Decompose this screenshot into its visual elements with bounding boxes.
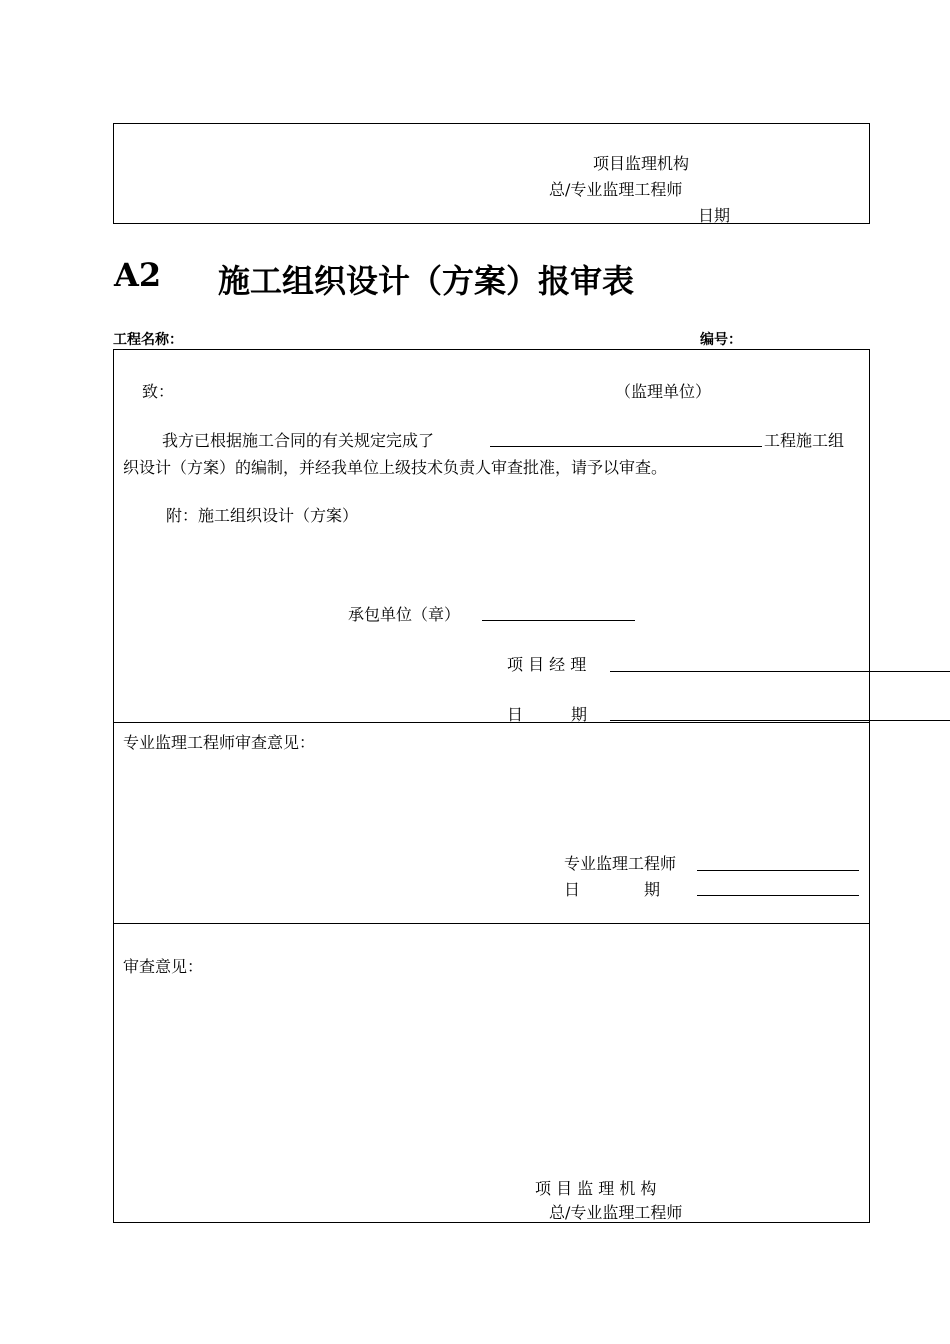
section1-date-label: 日 期 xyxy=(507,705,588,724)
form-code: A2 xyxy=(114,256,162,294)
main-form-table xyxy=(113,349,870,1223)
contractor-label: 承包单位（章） xyxy=(348,605,461,624)
body-prefix: 我方已根据施工合同的有关规定完成了 xyxy=(162,431,435,450)
top-engineer-label: 总/专业监理工程师 xyxy=(549,180,683,199)
section2-heading: 专业监理工程师审查意见： xyxy=(123,733,316,752)
contractor-blank[interactable] xyxy=(482,620,635,621)
section2-engineer-blank[interactable] xyxy=(697,870,859,871)
top-org-label: 项目监理机构 xyxy=(593,154,690,173)
form-title: 施工组织设计（方案）报审表 xyxy=(218,262,635,300)
manager-blank[interactable] xyxy=(610,671,950,672)
section2-engineer-label: 专业监理工程师 xyxy=(564,854,677,873)
project-name-blank[interactable] xyxy=(490,446,762,447)
number-label: 编号： xyxy=(700,332,742,348)
section2-date-label: 日 期 xyxy=(564,880,661,899)
attachment-label: 附：施工组织设计（方案） xyxy=(166,506,359,525)
to-label: 致： xyxy=(142,382,175,401)
section2-date-blank[interactable] xyxy=(697,895,859,896)
manager-label: 项 目 经 理 xyxy=(507,655,587,674)
section3-heading: 审查意见： xyxy=(123,957,204,976)
top-date-label: 日期 xyxy=(698,206,731,225)
section3-org-label: 项 目 监 理 机 构 xyxy=(535,1179,657,1198)
section-divider-1 xyxy=(113,722,870,723)
body-suffix: 工程施工组 xyxy=(764,431,845,450)
section-divider-2 xyxy=(113,923,870,924)
section1-date-blank[interactable] xyxy=(610,720,950,721)
project-name-label: 工程名称： xyxy=(113,332,183,348)
section3-engineer-label: 总/专业监理工程师 xyxy=(549,1203,683,1222)
supervisor-unit-label: （监理单位） xyxy=(615,382,712,401)
top-signature-box xyxy=(113,123,870,224)
body-line2: 织设计（方案）的编制，并经我单位上级技术负责人审查批准，请予以审查。 xyxy=(123,458,668,477)
